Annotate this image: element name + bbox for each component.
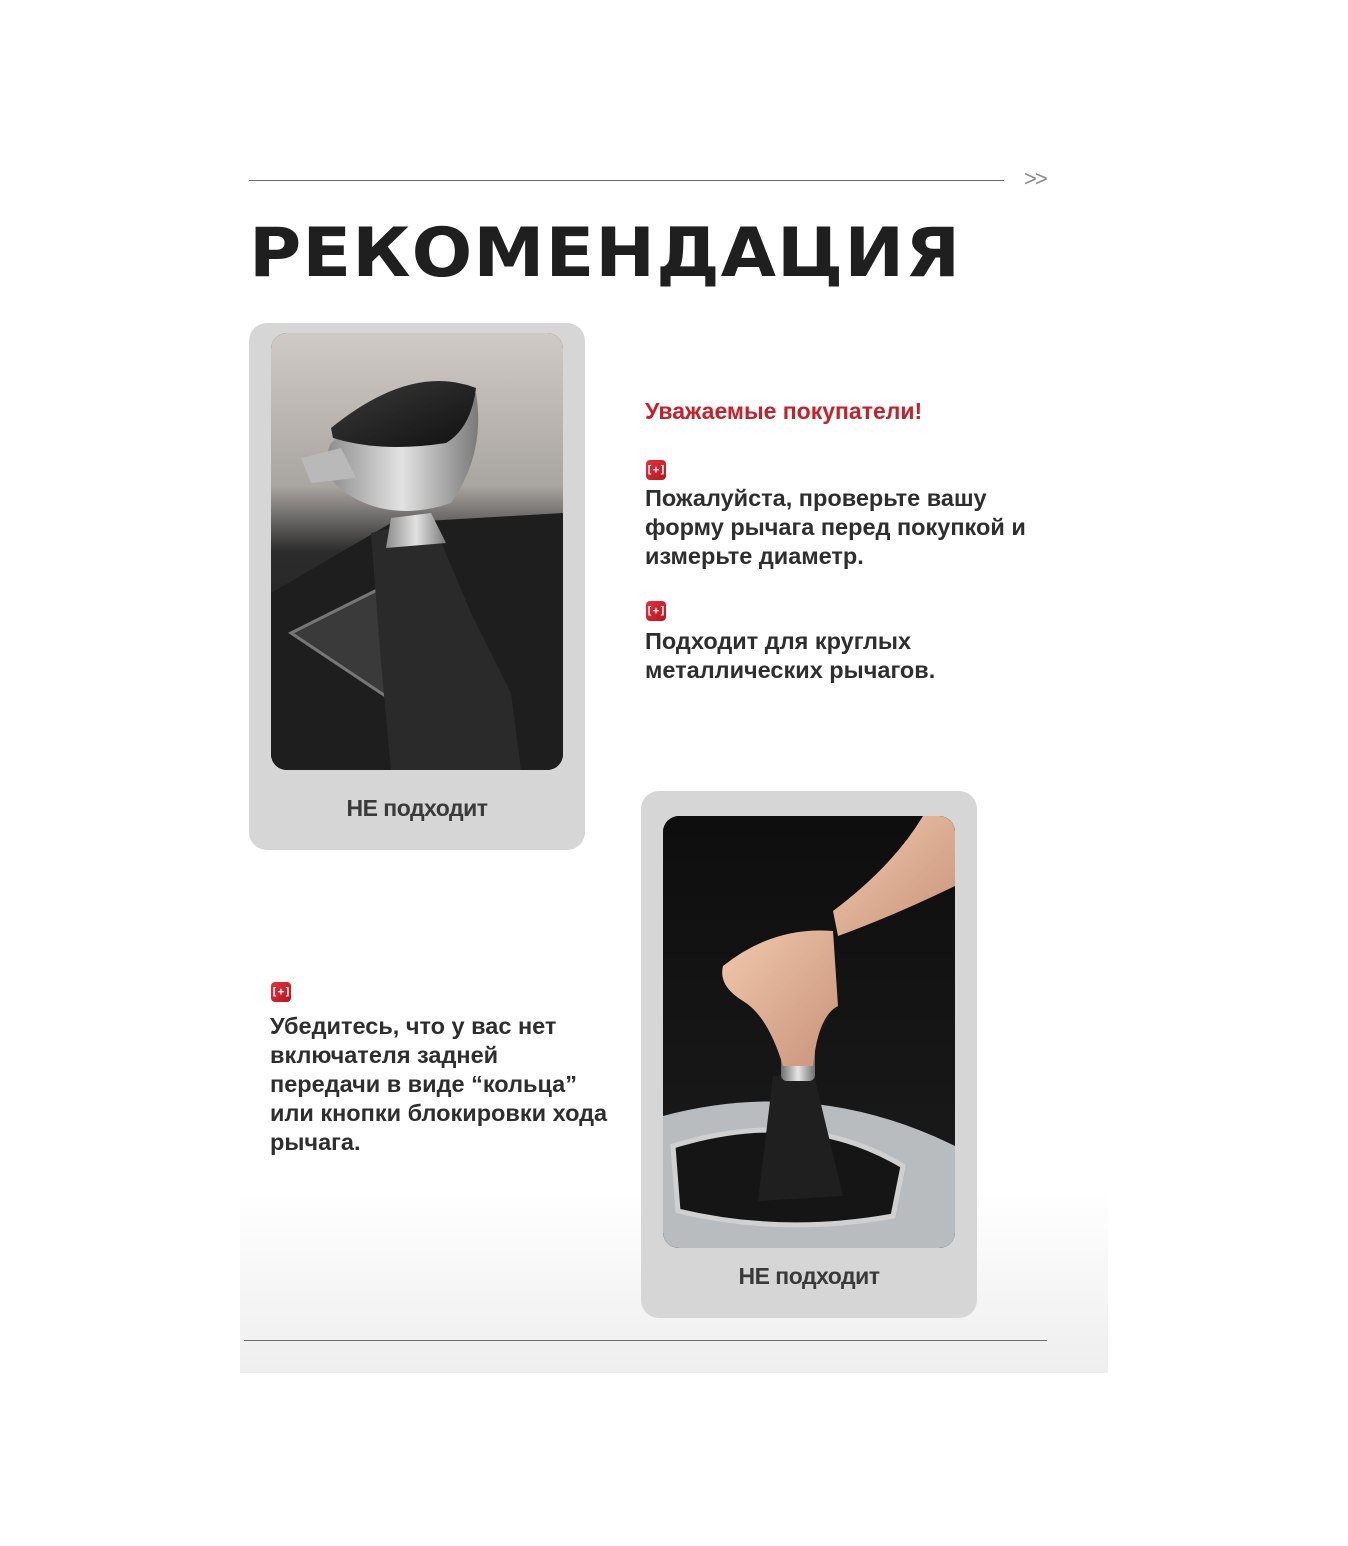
automatic-gear-shifter-photo [271,333,563,770]
plus-badge-icon: [+] [646,601,666,621]
note-fits-round-levers: Подходит для круглых металлических рычагов. [645,628,936,683]
plus-badge-icon: [+] [646,460,666,480]
plus-badge-icon: [+] [271,982,291,1002]
not-suitable-card-automatic [249,323,585,850]
top-divider [249,180,1004,181]
not-suitable-label: НЕ подходит [346,795,488,821]
page-title: РЕКОМЕНДАЦИЯ [249,214,962,293]
bottom-divider [244,1340,1047,1341]
note-no-reverse-ring: Убедитесь, что у вас нет включателя задней передачи в виде “кольца” или кнопки блокировки хода рычага. [270,1013,608,1155]
manual-gear-shifter-photo [663,816,955,1248]
not-suitable-card-manual [641,791,977,1318]
greeting-heading: Уважаемые покупатели! [645,398,923,424]
note-check-lever-shape: Пожалуйста, проверьте вашу форму рычага перед покупкой и измерьте диаметр. [645,485,1026,569]
chevron-right-icon: >> [1024,166,1046,191]
not-suitable-label: НЕ подходит [738,1263,880,1289]
